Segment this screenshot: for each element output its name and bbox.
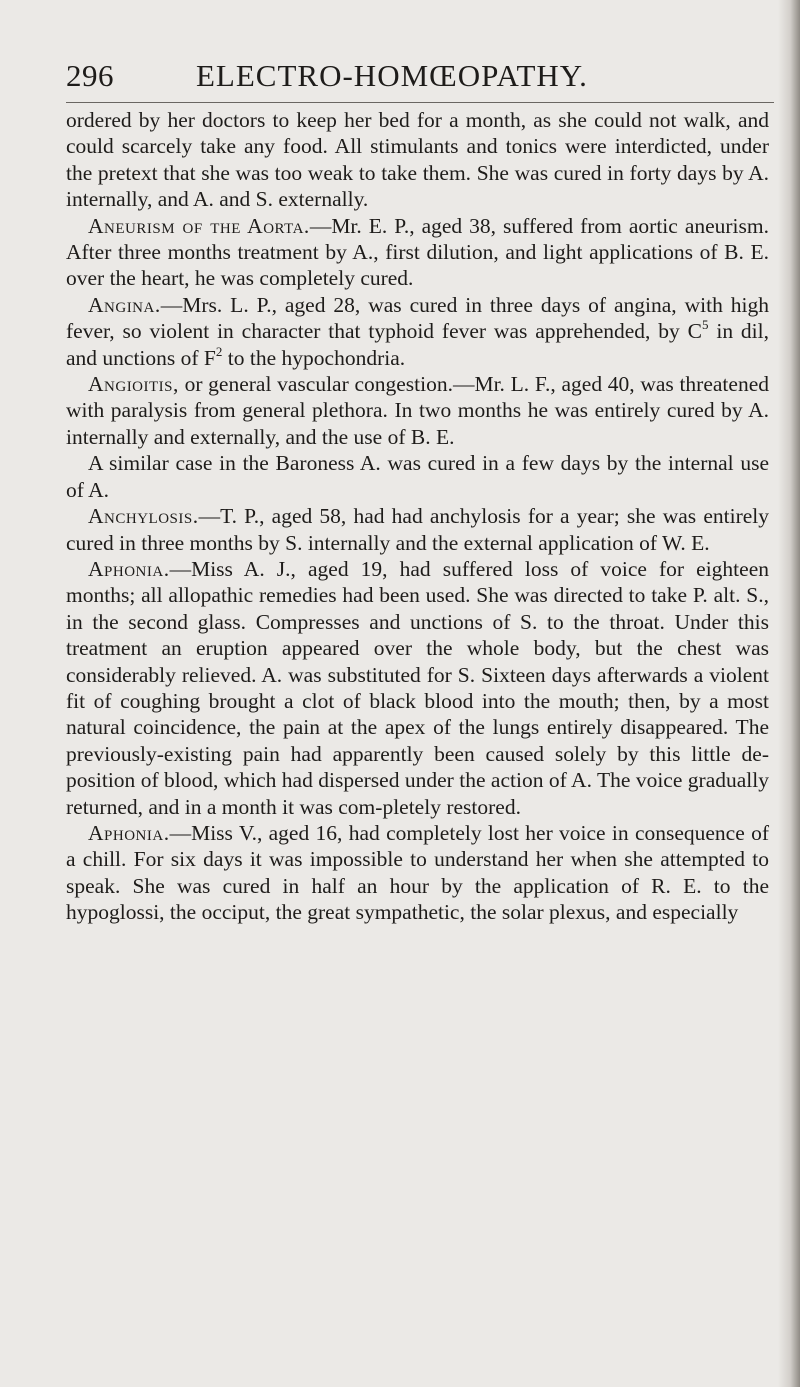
entry-heading: Angioitis, bbox=[88, 372, 179, 397]
superscript: 2 bbox=[215, 343, 223, 359]
running-title: ELECTRO-HOMŒOPATHY. bbox=[196, 58, 588, 93]
header-rule bbox=[66, 102, 774, 103]
paragraph-similar-case: A similar case in the Baroness A. was cured in a few days by the internal use of A. bbox=[66, 451, 769, 502]
page-edge-shadow bbox=[778, 0, 800, 1387]
paragraph-anchylosis: Anchylosis.—T. P., aged 58, had had anchylosis for a year; she was entirely cured in three months by S. internally and the external application of W. E. bbox=[66, 504, 769, 555]
paragraph-angioitis: Angioitis, or general vascular congestion.—Mr. L. F., aged 40, was threatened with paralysis from general plethora. In two months he was entirely cured by A. internally and externally, and the use of B. E. bbox=[66, 372, 769, 449]
paragraph-aphonia-2: Aphonia.—Miss V., aged 16, had completely lost her voice in consequence of a chill. For six days it was impossible to understand her when she attempted to speak. She was cured in half an hour by the application of R. E. to the hypoglossi, the occiput, the great sympathetic, the solar plexus, and especially bbox=[66, 820, 769, 925]
paragraph-continuation: ordered by her doctors to keep her bed for a month, as she could not walk, and could scarcely take any food. All stimulants and tonics were interdicted, under the pretext that she was too weak to take them. She was cured in forty days by A. internally, and A. and S. externally. bbox=[66, 108, 769, 212]
entry-heading: Aphonia. bbox=[88, 820, 170, 845]
paragraph-angina: Angina.—Mrs. L. P., aged 28, was cured in three days of angina, with high fever, so violent in character that typhoid fever was apprehended, by $C^5$ in dil, and unctions of $F^2$ to the hypochondria. bbox=[66, 292, 769, 370]
page-number: 296 bbox=[66, 58, 114, 93]
paragraph-aneurism: Aneurism of the Aorta.—Mr. E. P., aged 38, suffered from aortic aneurism. After three months treatment by A., first dilution, and light applications of B. E. over the heart, he was completely cured. bbox=[66, 213, 769, 291]
entry-heading: Anchylosis. bbox=[88, 504, 199, 529]
paragraph-aphonia-1: Aphonia.—Miss A. J., aged 19, had suffered loss of voice for eighteen months; all allopathic remedies had been used. She was directed to take P. alt. S., in the second glass. Compresses and unctions of S. to the throat. Under this treatment an eruption appeared over the whole body, but the chest was considerably relieved. A. was substituted for S. Sixteen days afterwards a violent fit of coughing brought a clot of black blood into the mouth; then, by a most natural coincidence, the pain at the apex of the lungs entirely disappeared. The previously-existing pain had apparently been caused solely by this little de-position of blood, which had dispersed under the action of A. The voice gradually returned, and in a month it was com-pletely restored. bbox=[66, 556, 769, 819]
entry-heading: Angina. bbox=[88, 292, 161, 317]
superscript: 5 bbox=[701, 317, 709, 333]
entry-heading: Aneurism of the Aorta. bbox=[88, 213, 310, 238]
body-text bbox=[66, 107, 769, 926]
running-head bbox=[66, 58, 766, 98]
entry-heading: Aphonia. bbox=[88, 556, 170, 581]
